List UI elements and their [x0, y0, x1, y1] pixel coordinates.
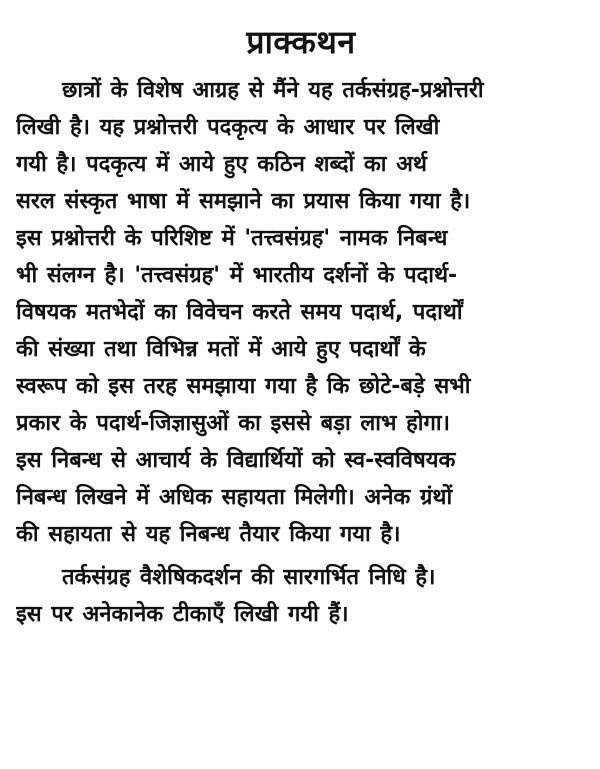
text-line: प्रकार के पदार्थ-जिज्ञासुओं का इससे बड़ा लाभ होगा। [16, 411, 450, 436]
text-line: विषयक मतभेदों का विवेचन करते समय पदार्थ, पदार्थों [16, 300, 463, 325]
text-line: इस पर अनेकानेक टीकाएँ लिखी गयी हैं। [16, 602, 349, 627]
text-line: तर्कसंग्रह वैशेषिकदर्शन की सारगर्भित निधि है। [62, 565, 436, 590]
text-line: इस निबन्ध से आचार्य के विद्यार्थियों को स्व-स्वविषयक [16, 448, 456, 473]
text-line: छात्रों के विशेष आग्रह से मैंने यह तर्कसंग्रह-प्रश्नोत्तरी [62, 78, 484, 103]
text-line: सरल संस्कृत भाषा में समझाने का प्रयास किया गया है। [16, 189, 471, 214]
text-line: की संख्या तथा विभिन्न मतों में आये हुए पदार्थों के [16, 337, 426, 362]
paragraph-2 [16, 559, 586, 633]
text-line: भी संलग्न है। 'तत्त्वसंग्रह' में भारतीय दर्शनों के पदार्थ- [16, 263, 458, 288]
text-line: की सहायता से यह निबन्ध तैयार किया गया है। [16, 522, 401, 547]
text-line: गयी है। पदकृत्य में आये हुए कठिन शब्दों का अर्थ [16, 152, 427, 177]
paragraph-1 [16, 72, 586, 553]
text-line: स्वरूप को इस तरह समझाया गया है कि छोटे-बड़े सभी [16, 374, 471, 399]
text-line: निबन्ध लिखने में अधिक सहायता मिलेगी। अनेक ग्रंथों [16, 485, 453, 510]
text-line: लिखी है। यह प्रश्नोत्तरी पदकृत्य के आधार पर लिखी [16, 115, 440, 140]
text-line: इस प्रश्नोत्तरी के परिशिष्ट में 'तत्त्वसंग्रह' नामक निबन्ध [16, 226, 448, 251]
page-title: प्राक्कथन [246, 23, 356, 61]
